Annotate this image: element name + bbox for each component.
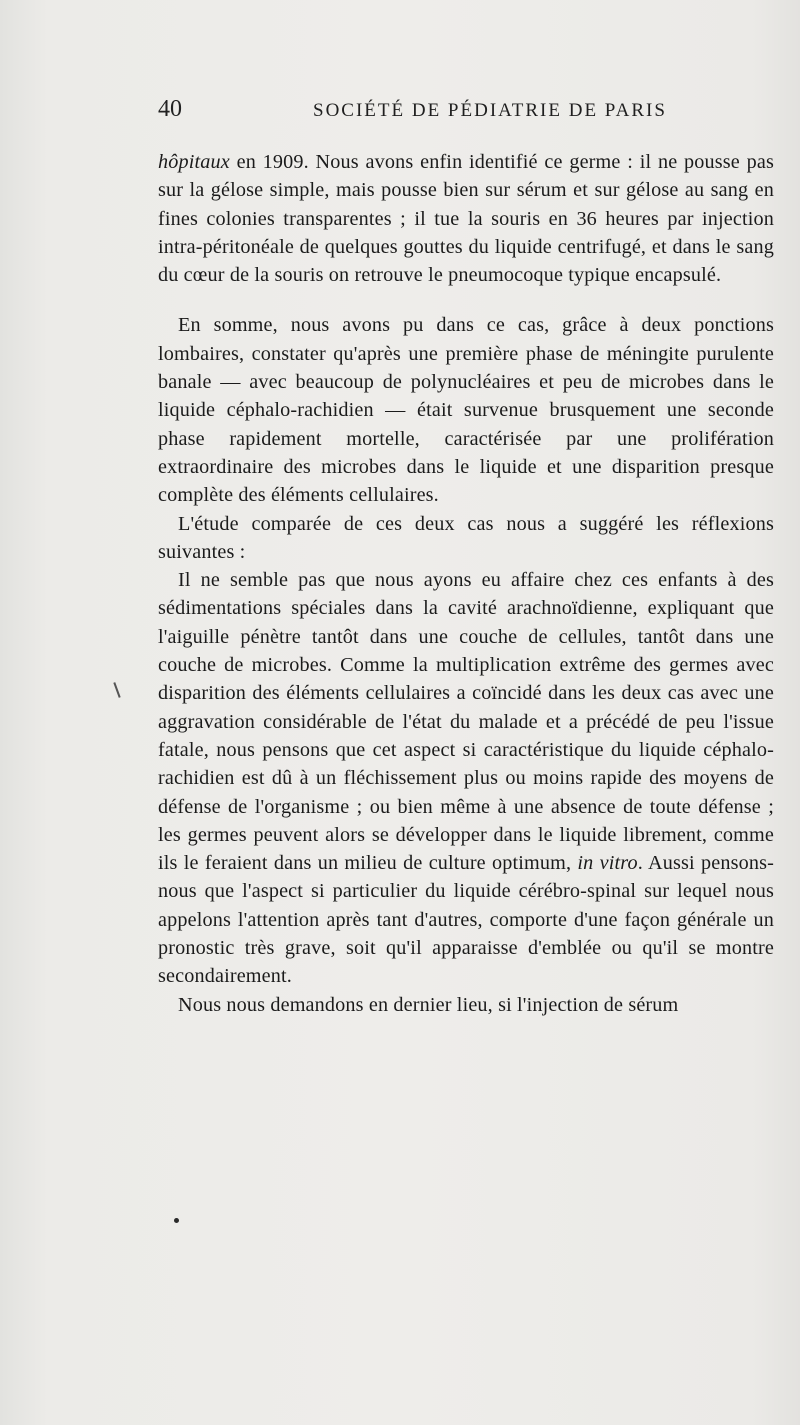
- italic-word: hôpitaux: [158, 151, 230, 173]
- paragraph-4: [158, 566, 774, 990]
- page-number: 40: [158, 96, 182, 122]
- running-head: SOCIÉTÉ DE PÉDIATRIE DE PARIS: [313, 100, 667, 121]
- page-header: [158, 96, 667, 130]
- ink-speck: [174, 1218, 179, 1223]
- paragraph-1: [158, 148, 774, 289]
- paragraph-2: En somme, nous avons pu dans ce cas, grâce à deux ponctions lombaires, constater qu'après une première phase de méningite purulente banale — avec beaucoup de polynucléaires et peu de microbes dans le liquide céphalo-rachidien — était survenue brusquement une seconde phase rapidement mortelle, caractérisée par une prolifération extraordinaire des microbes dans le liquide et une disparition presque complète des éléments cellulaires.: [158, 314, 774, 507]
- paragraph-5: Nous nous demandons en dernier lieu, si l'injection de sérum: [178, 993, 679, 1016]
- paragraph-4-text-a: Il ne semble pas que nous ayons eu affaire chez ces enfants à des sédimentations spéciales dans la cavité arachnoïdienne, expliquant que l'aiguille pénètre tantôt dans une couche de cellules, tantôt dans une couche de microbes. Comme la multiplication extrême des germes avec disparition des éléments cellulaires a coïncidé dans les deux cas avec une aggravation considérable de l'état du malade et a précédé de peu l'issue fatale, nous pensons que cet aspect si caractéristique du liquide céphalo-rachidien est dû à un fléchissement plus ou moins rapide des moyens de défense de l'organisme ; ou bien même à une absence de toute défense ; les germes peuvent alors se développer dans le liquide librement, comme ils le feraient dans un milieu de culture optimum,: [158, 569, 774, 875]
- body-text: [158, 148, 774, 1019]
- italic-phrase: in vitro: [577, 852, 638, 875]
- paragraph-3: L'étude comparée de ces deux cas nous a suggéré les réflexions suivantes :: [158, 512, 774, 563]
- paragraph-1-text: en 1909. Nous avons enfin identifié ce germe : il ne pousse pas sur la gélose simple, mais pousse bien sur sérum et sur gélose au sang en fines colonies transparentes ; il tue la souris en 36 heures par injection intra-péritonéale de quelques gouttes du liquide centrifugé, et dans le sang du cœur de la souris on retrouve le pneumocoque typique encapsulé.: [158, 151, 774, 287]
- margin-mark: [113, 682, 120, 698]
- paragraph-4-text-b: . Aussi pensons-nous que l'aspect si particulier du liquide cérébro-spinal sur lequel nous appelons l'attention après tant d'autres, comporte d'une façon générale un pronostic très grave, soit qu'il apparaisse d'emblée ou qu'il se montre secondairement.: [158, 852, 774, 988]
